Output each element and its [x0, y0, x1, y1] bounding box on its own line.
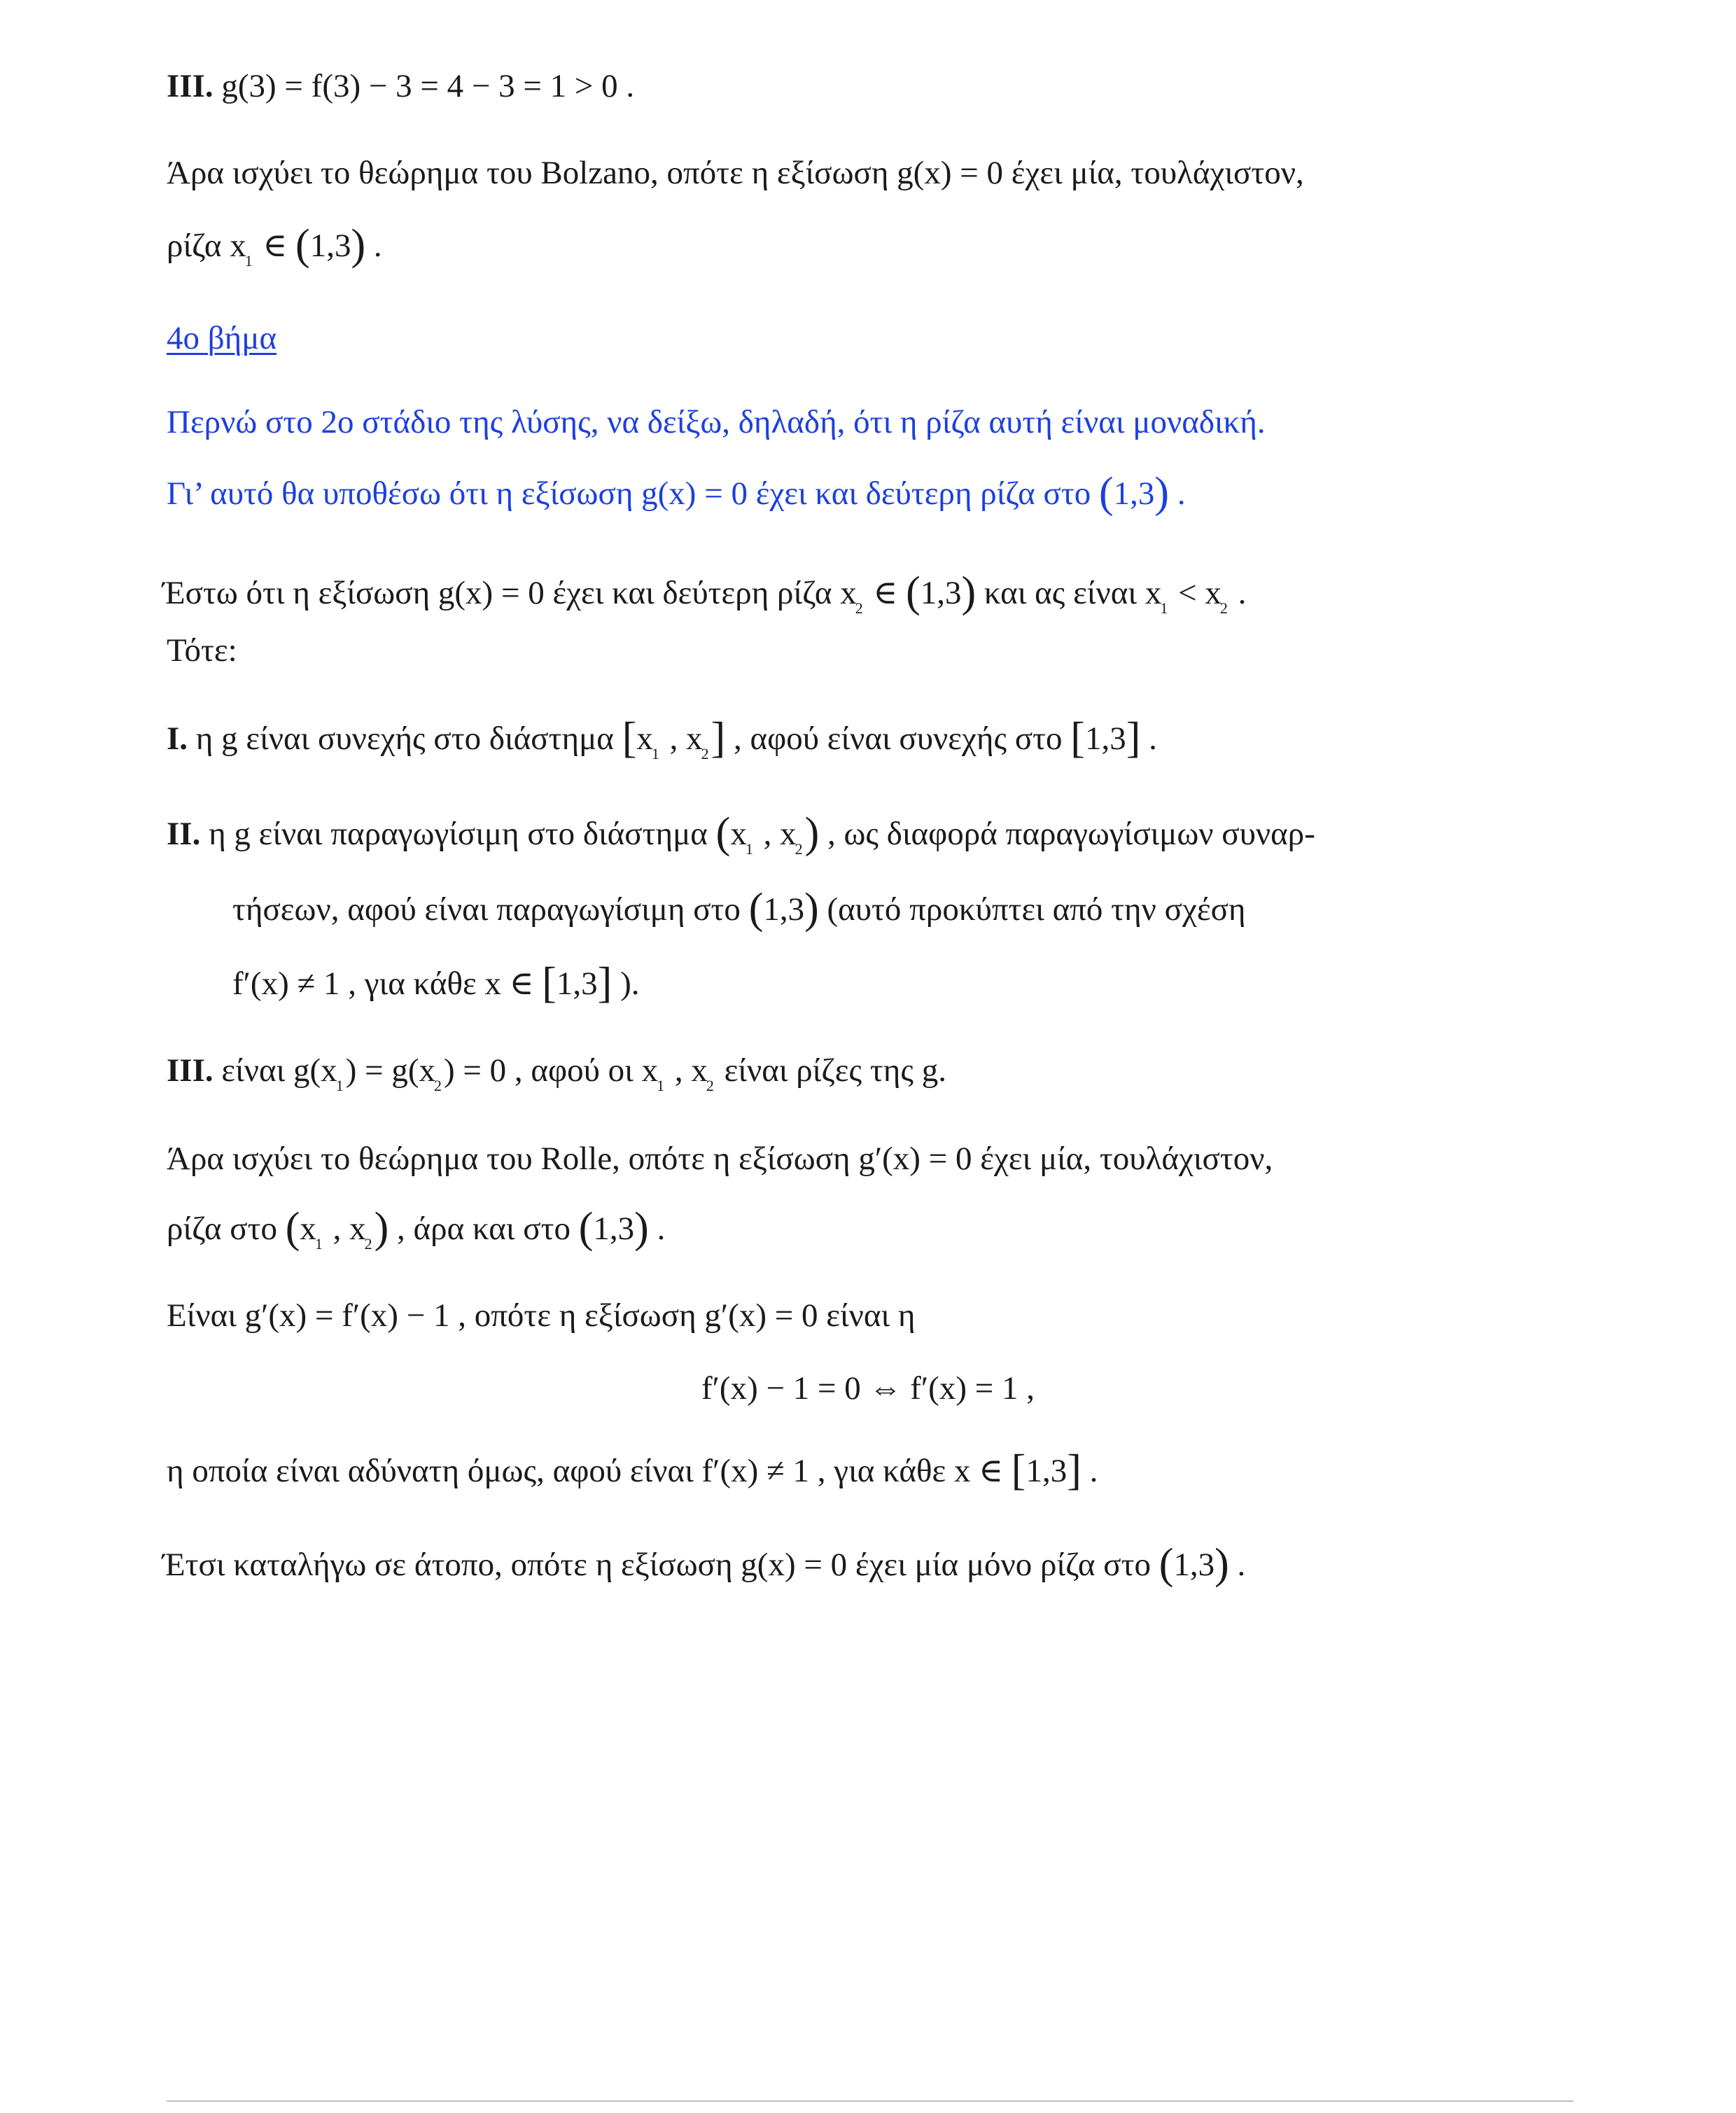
text: f′(x) ≠ 1 , για κάθε x ∈ [232, 965, 542, 1002]
paren: ( [748, 885, 764, 933]
paren: ) [351, 221, 366, 269]
then-line: Τότε: [167, 632, 237, 669]
text: , x [661, 720, 703, 757]
step3-line [167, 69, 634, 105]
item-label: III. [167, 68, 214, 104]
text: . [648, 1211, 666, 1247]
paren: ( [1099, 469, 1114, 517]
text: ρίζα στο [167, 1211, 286, 1247]
text: . [1140, 720, 1157, 757]
interval: 1,3 [556, 965, 598, 1002]
paren: ) [804, 809, 820, 857]
text: < x [1170, 575, 1222, 611]
paren: ( [1158, 1540, 1174, 1588]
text: η g είναι συνεχής στο διάστημα [188, 720, 622, 757]
subscript: 2 [701, 745, 709, 762]
rolle-conclusion: Άρα ισχύει το θεώρημα του Rolle, οπότε η εξίσωση g′(x) = 0 έχει μία, τουλάχιστον, [167, 1141, 1273, 1177]
text: . [365, 228, 382, 264]
text: τήσεων, αφού είναι παραγωγίσιμη στο [232, 891, 749, 928]
text: είναι g(x [213, 1052, 337, 1089]
text: . [1229, 575, 1247, 611]
interval: 1,3 [1084, 720, 1126, 757]
text: . [1228, 1547, 1246, 1583]
text: , x [666, 1052, 708, 1089]
text: , αφού είναι συνεχής στο [725, 720, 1071, 757]
subscript: 2 [1219, 599, 1228, 617]
bolzano-conclusion: Άρα ισχύει το θεώρημα του Bolzano, οπότε η εξίσωση g(x) = 0 έχει μία, τουλάχιστον, [167, 155, 1304, 191]
interval: 1,3 [763, 891, 805, 928]
bracket: [ [1011, 1446, 1026, 1494]
item-label: II. [167, 816, 201, 852]
paren: ) [1214, 1540, 1229, 1588]
paren: ) [374, 1204, 389, 1252]
paren: ( [295, 221, 310, 269]
text: ∈ [864, 575, 906, 611]
root-x1-line [167, 218, 382, 270]
subscript: 1 [1160, 599, 1168, 617]
text: , x [755, 816, 797, 852]
bracket: ] [1067, 1446, 1082, 1494]
text: , άρα και στο [388, 1211, 579, 1247]
derivative-line: Είναι g′(x) = f′(x) − 1 , οπότε η εξίσωση g′(x) = 0 είναι η [167, 1297, 916, 1334]
text: , x [324, 1211, 366, 1247]
text: Γι’ αυτό θα υποθέσω ότι η εξίσωση g(x) = 0 έχει και δεύτερη ρίζα στο [167, 475, 1099, 512]
subscript: 2 [364, 1235, 372, 1253]
subscript: 2 [706, 1077, 714, 1094]
paren: ( [906, 569, 920, 616]
interval: 1,3 [1173, 1547, 1215, 1583]
paren: ) [961, 569, 976, 616]
item-II [167, 807, 1315, 858]
text: η οποία είναι αδύνατη όμως, αφού είναι f′(x) ≠ 1 , για κάθε x ∈ [167, 1453, 1011, 1489]
text: ). [612, 965, 640, 1002]
bracket: [ [542, 959, 556, 1007]
text: ρίζα x [167, 228, 246, 264]
text: x [300, 1211, 316, 1247]
bracket: [ [1070, 714, 1085, 762]
text: (αυτό προκύπτει από την σχέση [818, 891, 1246, 928]
subscript: 1 [335, 1077, 344, 1094]
bracket: ] [597, 959, 612, 1007]
paren: ( [285, 1204, 300, 1252]
subscript: 2 [855, 599, 863, 617]
assumption-line [167, 466, 1186, 517]
interval: 1,3 [309, 228, 351, 264]
paren: ( [578, 1204, 594, 1252]
paren: ) [804, 885, 819, 933]
text: η g είναι παραγωγίσιμη στο διάστημα [200, 816, 716, 852]
paren: ) [634, 1204, 649, 1252]
subscript: 1 [657, 1077, 665, 1094]
item-label: III. [167, 1052, 214, 1089]
text: Έτσι καταλήγω σε άτοπο, οπότε η εξίσωση g(x) = 0 έχει μία μόνο ρίζα στο [162, 1547, 1159, 1583]
text: . [1081, 1453, 1098, 1489]
item-label: I. [167, 720, 188, 757]
text: ) = 0 , αφού οι x [444, 1052, 659, 1089]
item-II-cont2 [232, 956, 640, 1007]
bracket: ] [710, 714, 726, 762]
item-I [167, 711, 1157, 762]
text: ∈ [254, 228, 296, 264]
text: x [730, 816, 747, 852]
second-root-line [162, 566, 1247, 617]
display-equation: f′(x) − 1 = 0 ⇔ f′(x) = 1 , [701, 1370, 1035, 1407]
text: και ας είναι x [976, 575, 1162, 611]
subscript: 1 [651, 745, 659, 762]
rolle-root-line [167, 1201, 666, 1253]
text: Έστω ότι η εξίσωση g(x) = 0 έχει και δεύτερη ρίζα x [162, 575, 857, 611]
subscript: 1 [314, 1235, 323, 1253]
text: ) = g(x [345, 1052, 435, 1089]
interval: 1,3 [593, 1211, 635, 1247]
interval: 1,3 [920, 575, 962, 611]
interval: 1,3 [1113, 475, 1155, 512]
bracket: ] [1126, 714, 1141, 762]
footer-divider [167, 2100, 1574, 2102]
final-conclusion [162, 1537, 1246, 1588]
subscript: 1 [244, 252, 253, 270]
interval: 1,3 [1026, 1453, 1068, 1489]
text: . [1169, 475, 1186, 512]
item-II-cont1 [232, 882, 1246, 933]
paren: ) [1154, 469, 1170, 517]
paren: ( [715, 809, 731, 857]
bracket: [ [622, 714, 637, 762]
subscript: 1 [745, 840, 753, 858]
step4-heading: 4ο βήμα [167, 320, 277, 356]
text: είναι ρίζες της g. [715, 1052, 946, 1089]
subscript: 2 [794, 840, 803, 858]
stage2-intro: Περνώ στο 2ο στάδιο της λύσης, να δείξω, δηλαδή, ότι η ρίζα αυτή είναι μοναδική. [167, 404, 1266, 440]
equation: g(3) = f(3) − 3 = 4 − 3 = 1 > 0 . [213, 68, 635, 104]
text: , ως διαφορά παραγωγίσιμων συναρ- [819, 816, 1315, 852]
impossible-line [167, 1444, 1098, 1494]
item-III [167, 1052, 946, 1094]
text: x [636, 720, 653, 757]
subscript: 2 [434, 1077, 442, 1094]
